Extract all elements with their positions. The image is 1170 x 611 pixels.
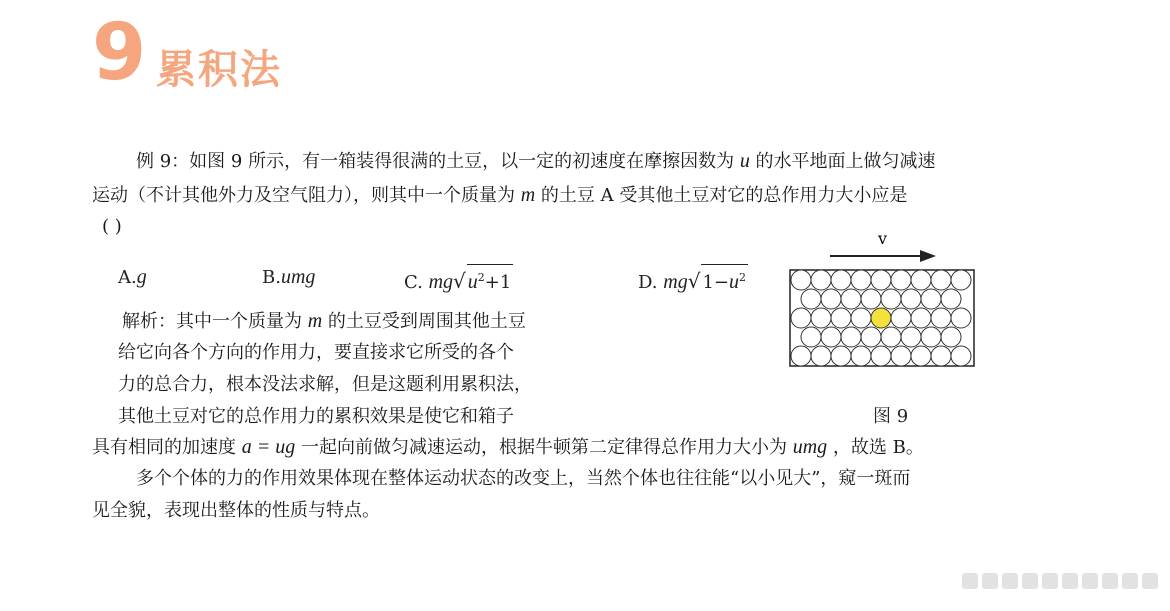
potato — [791, 346, 811, 366]
potato — [941, 327, 961, 347]
potato — [911, 270, 931, 290]
analysis-line-1: 解析：其中一个质量为 m 的土豆受到周围其他土豆 — [122, 310, 526, 332]
answer-blank: ( ) — [102, 216, 122, 237]
potato — [901, 327, 921, 347]
watermark — [962, 570, 1158, 592]
potato — [851, 308, 871, 328]
potato — [821, 327, 841, 347]
potato — [921, 289, 941, 309]
var-m: m — [520, 184, 536, 206]
potato — [821, 289, 841, 309]
analysis-line-5: 具有相同的加速度 a = ug 一起向前做匀减速运动，根据牛顿第二定律得总作用力大小为 umg ，故选 B。 — [92, 436, 924, 458]
potato — [841, 289, 861, 309]
potato — [901, 289, 921, 309]
potato — [951, 308, 971, 328]
potato — [791, 308, 811, 328]
potato — [851, 346, 871, 366]
potato — [871, 270, 891, 290]
potato — [841, 327, 861, 347]
conclusion-line-2: 见全貌，表现出整体的性质与特点。 — [92, 500, 380, 521]
potato — [831, 308, 851, 328]
answer-expression: umg — [792, 436, 828, 458]
option-b: B.umg — [262, 266, 316, 288]
section-title: 累积法 — [156, 47, 282, 93]
problem-line-1: 例 9：如图 9 所示，有一箱装得很满的土豆，以一定的初速度在摩擦因数为 u 的水平地面上做匀减速 — [136, 150, 936, 172]
potato — [871, 346, 891, 366]
potato — [911, 308, 931, 328]
potato — [881, 327, 901, 347]
potato — [931, 270, 951, 290]
potato — [891, 308, 911, 328]
potato — [851, 270, 871, 290]
analysis-line-2: 给它向各个方向的作用力，要直接求它所受的各个 — [118, 342, 514, 363]
potato — [801, 289, 821, 309]
potato — [891, 270, 911, 290]
potato — [791, 270, 811, 290]
potato — [811, 346, 831, 366]
analysis-line-3: 力的总合力，根本没法求解，但是这题利用累积法， — [118, 374, 532, 395]
potato — [931, 308, 951, 328]
analysis-line-4: 其他土豆对它的总作用力的累积效果是使它和箱子 — [118, 406, 514, 427]
potato — [861, 289, 881, 309]
potato — [931, 346, 951, 366]
var-u: u — [739, 150, 750, 172]
conclusion-line-1: 多个个体的力的作用效果体现在整体运动状态的改变上，当然个体也往往能“以小见大”，窥一斑而 — [136, 468, 911, 489]
option-d: D. mg√ $1-u^2$ — [638, 264, 748, 296]
option-c: C. mg√ $u^2+1$ — [404, 264, 513, 296]
potato — [861, 327, 881, 347]
acceleration-formula: a = ug — [241, 436, 296, 458]
potato — [881, 289, 901, 309]
potato — [921, 327, 941, 347]
potato — [811, 308, 831, 328]
option-a: A.g — [118, 266, 147, 288]
potato — [801, 327, 821, 347]
potato — [941, 289, 961, 309]
potato — [891, 346, 911, 366]
section-number: 9 — [92, 8, 147, 98]
potato — [831, 346, 851, 366]
potato-box-figure — [786, 228, 976, 374]
potato-a-highlight — [871, 308, 891, 328]
potato — [911, 346, 931, 366]
velocity-label: v — [878, 229, 888, 248]
potato-grid — [791, 270, 971, 366]
potato — [811, 270, 831, 290]
potato — [951, 270, 971, 290]
figure-caption: 图 9 — [873, 406, 909, 427]
problem-line-2: 运动（不计其他外力及空气阻力），则其中一个质量为 m 的土豆 A 受其他土豆对它的总作用力大小应是 — [92, 184, 908, 206]
velocity-arrow-head — [920, 250, 936, 262]
potato — [831, 270, 851, 290]
potato — [951, 346, 971, 366]
